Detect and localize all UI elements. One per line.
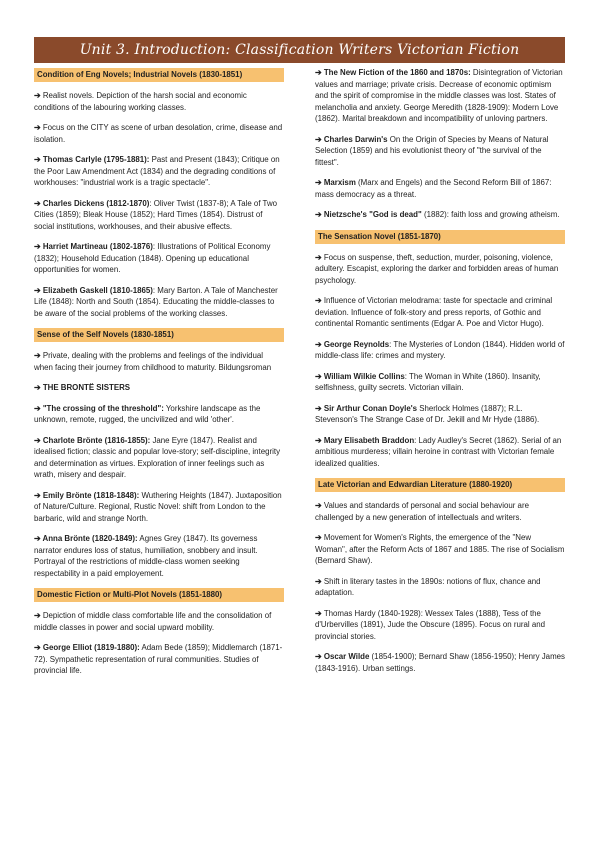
paragraph-text: Jane Eyre (1847). Realist and idealised fiction; classic and popular love-story; self-discipline, integrity and determination as virtues. Exploration of inner feelings such as wrath, misery and despair. [34,435,281,479]
paragraph-text: Agnes Grey (1847). Its governess narrator endures loss of status, humiliation, snobbery and insult. Portrayal of the restrictions of middle-class women seeking respectability in a paid employement. [34,534,258,578]
arrow-right-icon: ➔ [34,534,43,543]
bullet-paragraph [34,122,284,145]
paragraph-text: Sherlock Holmes (1887); R.L. Stevenson's The Strange Case of Dr. Jekill and Mr Hyde (1886). [315,403,540,424]
arrow-right-icon: ➔ [315,403,324,413]
arrow-right-icon: ➔ [315,296,324,305]
paragraph-text: : Oliver Twist (1837-8); A Tale of Two Cities (1859); Bleak House (1852); Hard Times (1854). Distrust of social institutions, workhouses, and their abusive effects. [34,198,278,231]
section-header: Late Victorian and Edwardian Literature (1880-1920) [315,478,565,492]
arrow-right-icon: ➔ [34,643,43,652]
bold-lead: Marxism [323,178,356,187]
arrow-right-icon: ➔ [315,210,324,219]
paragraph-text: : The Mysteries of London (1844). Hidden world of middle-class life: crimes and mystery. [315,339,565,360]
paragraph-text: Influence of Victorian melodrama: taste for spectacle and criminal deviation. Influence of folk-story and press reports, of Gothic and continental Romantic sentiments (Edgar A. Poe and Victor Hugo). [315,296,553,328]
bullet-paragraph [315,371,565,394]
arrow-right-icon: ➔ [34,242,43,251]
bold-lead: George Reynolds [323,339,390,349]
paragraph-text: On the Origin of Species by Means of Natural Selection (1859) and his evolutionist theory of "the survival of the fittest". [315,134,549,167]
bold-lead: Nietzsche's "God is dead" [323,210,422,219]
bullet-paragraph [34,198,284,233]
bullet-paragraph [315,532,565,567]
arrow-right-icon: ➔ [34,611,43,620]
bullet-paragraph [315,295,565,330]
bullet-paragraph [34,490,284,525]
section-header: Domestic Fiction or Multi-Plot Novels (1851-1880) [34,588,284,602]
bullet-paragraph [315,134,565,169]
bullet-paragraph [315,651,565,674]
section-header: Sense of the Self Novels (1830-1851) [34,328,284,342]
arrow-right-icon: ➔ [315,533,324,542]
bullet-paragraph [315,339,565,362]
arrow-right-icon: ➔ [315,435,324,445]
arrow-right-icon: ➔ [34,351,43,360]
bullet-paragraph [34,154,284,189]
bullet-paragraph [34,285,284,320]
paragraph-text: (Marx and Engels) and the Second Reform Bill of 1867: mass democracy as a threat. [315,178,552,199]
paragraph-text: : Illustrations of Political Economy (1832); Household Education (1848). Opening up educational opportunities for women. [34,242,271,274]
bold-lead: Charles Dickens (1812-1870) [42,198,150,208]
arrow-right-icon: ➔ [315,339,324,349]
bold-lead: George Elliot (1819-1880): [42,643,140,652]
paragraph-text: Values and standards of personal and social behaviour are challenged by a new generation of intellectuals and writers. [315,501,529,522]
paragraph-text: : Mary Barton. A Tale of Manchester Life (1848): North and South (1854). Educating the middle-classes to be aware of the social problems of the working classes. [34,285,278,318]
bullet-paragraph [315,435,565,470]
bold-lead: Emily Brönte (1818-1848): [42,490,140,500]
bold-lead: Sir Arthur Conan Doyle's [323,403,418,413]
paragraph-text: Depiction of middle class comfortable life and the consolidation of middle classes in power and social upward mobility. [34,611,272,632]
page-title-banner: Unit 3. Introduction: Classification Writers Victorian Fiction [34,37,565,63]
bold-lead: Oscar Wilde [323,652,370,661]
paragraph-text: Adam Bede (1859); Middlemarch (1871-72). Sympathetic representation of rural communities. Studies of provincial life. [34,643,283,675]
arrow-right-icon: ➔ [34,91,43,100]
right-column [315,67,565,683]
arrow-right-icon: ➔ [34,155,43,164]
bold-lead: Charlote Brönte (1816-1855): [42,435,151,445]
bold-lead: Anna Brönte (1820-1849): [42,534,138,543]
paragraph-text: Yorkshire landscape as the unknown, remote, rugged, the uncivilized and wild 'other'. [34,403,261,424]
section-header: The Sensation Novel (1851-1870) [315,230,565,244]
paragraph-text: Focus on suspense, theft, seduction, murder, poisoning, violence, adultery. Escapist, exploring the darker and forbidden areas of human psychology. [315,252,559,285]
bullet-paragraph [34,642,284,677]
arrow-right-icon: ➔ [34,198,43,208]
paragraph-text: : Lady Audley's Secret (1862). Serial of an ambitious murderess; villain heroine in contrast with Victorian female idealized qualities. [315,435,562,468]
arrow-right-icon: ➔ [315,501,324,510]
paragraph-text: (1854-1900); Bernard Shaw (1856-1950); Henry James (1843-1916). Urban settings. [315,652,565,673]
paragraph-text: Past and Present (1843); Critique on the Poor Law Amendment Act (1834) and the degrading conditions of workhouses: "industrial work is a tragic spectacle". [34,155,280,187]
bullet-paragraph [34,403,284,426]
bullet-paragraph [315,608,565,643]
arrow-right-icon: ➔ [34,403,43,413]
paragraph-text: Private, dealing with the problems and feelings of the individual when facing their journey from childhood to maturity. Bildungsroman [34,351,272,372]
bullet-paragraph [34,533,284,579]
bullet-paragraph [315,252,565,287]
arrow-right-icon: ➔ [34,383,43,392]
bold-lead: "The crossing of the threshold": [42,403,164,413]
bullet-paragraph [34,241,284,276]
bullet-paragraph [34,610,284,633]
arrow-right-icon: ➔ [34,123,43,132]
arrow-right-icon: ➔ [34,490,43,500]
paragraph-text: Movement for Women's Rights, the emergence of the "New Woman", after the Reform Acts of 1867 and 1885. The rise of Socialism (Bernard Shaw). [315,533,565,565]
bold-lead: Elizabeth Gaskell (1810-1865) [42,285,153,295]
left-column [34,68,284,686]
bold-lead: Thomas Carlyle (1795-1881): [42,155,150,164]
paragraph-text: Wuthering Heights (1847). Juxtaposition of Nature/Culture. Regional, Rustic Novel: shift from London to the barbaric, wild and strange North. [34,490,282,523]
bullet-paragraph [315,403,565,426]
bullet-paragraph [34,350,284,373]
arrow-right-icon: ➔ [34,285,43,295]
paragraph-text: Shift in literary tastes in the 1890s: notions of flux, chance and adaptation. [315,576,541,597]
arrow-right-icon: ➔ [315,371,324,381]
bold-lead: THE BRONTË SISTERS [42,383,131,392]
arrow-right-icon: ➔ [315,68,324,77]
arrow-right-icon: ➔ [315,134,324,144]
arrow-right-icon: ➔ [315,252,324,262]
arrow-right-icon: ➔ [315,652,324,661]
bold-lead: Harriet Martineau (1802-1876) [42,242,153,251]
section-header: Condition of Eng Novels; Industrial Novels (1830-1851) [34,68,284,82]
bullet-paragraph [34,90,284,113]
bold-lead: Charles Darwin's [323,134,388,144]
bullet-paragraph [315,500,565,523]
bullet-paragraph [34,382,284,394]
bold-lead: Mary Elisabeth Braddon [323,435,415,445]
bullet-paragraph [315,67,565,125]
bullet-paragraph [315,177,565,200]
bullet-paragraph [315,576,565,599]
bold-lead: William Wilkie Collins [323,371,405,381]
paragraph-text: Focus on the CITY as scene of urban desolation, crime, disease and isolation. [34,123,283,144]
arrow-right-icon: ➔ [315,608,324,618]
paragraph-text: Disintegration of Victorian values and marriage; private crisis. Decrease of economic optimism and the spirit of compromise in the middle classes was lost. States of melancholia and anxiety. George Meredith (1828-1909): Modern Love (1862). Marital breakdown and incompatibility of unloving partners. [315,68,563,123]
arrow-right-icon: ➔ [315,576,324,586]
paragraph-text: : The Woman in White (1860). Insanity, selfishness, guilty secrets. Victorian villain. [315,371,541,392]
arrow-right-icon: ➔ [315,178,324,187]
arrow-right-icon: ➔ [34,435,43,445]
bullet-paragraph [34,435,284,481]
paragraph-text: Realist novels. Depiction of the harsh social and economic conditions of the labouring working classes. [34,91,247,112]
bold-lead: The New Fiction of the 1860 and 1870s: [323,68,471,77]
paragraph-text: (1882): faith loss and growing atheism. [421,210,560,219]
paragraph-text: Thomas Hardy (1840-1928): Wessex Tales (1888), Tess of the d'Urbervilles (1891), Jude the Obscure (1895). Focus on rural and provincial stories. [315,608,546,641]
bullet-paragraph [315,209,565,221]
